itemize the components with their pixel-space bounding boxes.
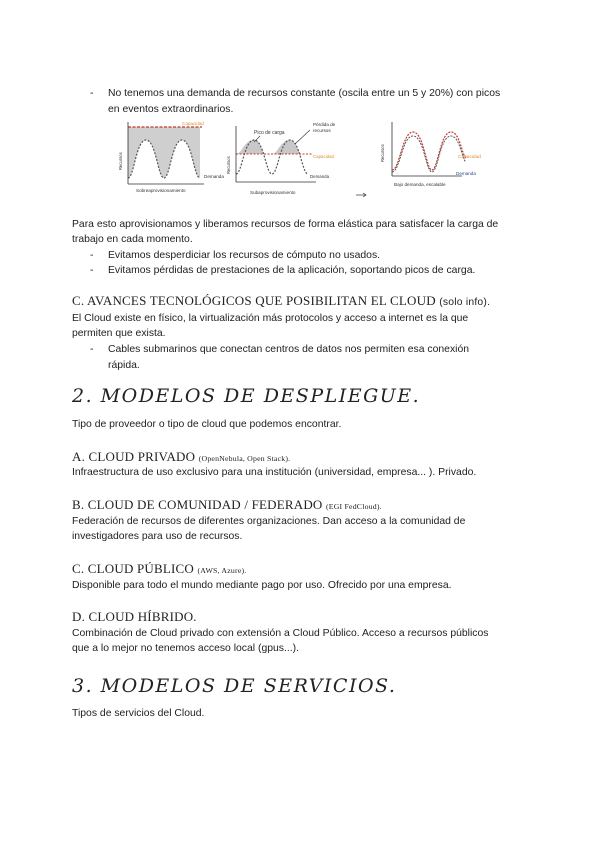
caption: Sobreaprovisionamiento (136, 188, 186, 193)
public-cloud-examples: (AWS, Azure). (197, 566, 247, 575)
loss-arrow (295, 130, 310, 144)
panel-underprovisioning (226, 122, 366, 197)
public-cloud-text: Disponible para todo el mundo mediante pago por uso. Ofrecido por una empresa. (72, 580, 452, 591)
advances-bullet (90, 342, 530, 374)
demand-label: Demanda (456, 171, 476, 176)
bullet-dash: - (90, 344, 94, 355)
demand-label: Demanda (310, 174, 330, 179)
advances-line1: El Cloud existe en físico, la virtualización más protocolos y acceso a internet es la que (72, 313, 469, 324)
advances-note: (solo info). (439, 297, 491, 308)
advances-heading (72, 293, 490, 309)
bullet-dash: - (90, 265, 94, 276)
capacity-label: Capacidad (313, 154, 334, 159)
advances-line2: permiten que exista. (72, 328, 166, 339)
bullet-dash: - (90, 250, 94, 261)
intro-bullet (90, 86, 530, 118)
elastic-line2: trabajo en cada momento. (72, 234, 193, 245)
section-3-title: 3. MODELOS DE SERVICIOS. (72, 675, 397, 697)
private-cloud-text: Infraestructura de uso exclusivo para una institución (universidad, empresa... ). Privado. (72, 467, 477, 478)
demand-label: Demanda (204, 174, 224, 179)
intro-bullet-line2: en eventos extraordinarios. (108, 103, 234, 115)
public-cloud-heading-text: C. CLOUD PÚBLICO (72, 561, 195, 576)
community-cloud-line2: investigadores para uso de recursos. (72, 531, 243, 542)
elastic-line1: Para esto aprovisionamos y liberamos recursos de forma elástica para satisfacer la carga de (72, 219, 499, 230)
private-cloud-heading-text: A. CLOUD PRIVADO (72, 449, 196, 464)
intro-bullet-line1: No tenemos una demanda de recursos constante (oscila entre un 5 y 20%) con picos (108, 88, 501, 99)
capacity-label: Capacidad (458, 155, 481, 160)
bullet-dash: - (90, 88, 94, 99)
elastic-bullet-text: Evitamos desperdiciar los recursos de cómputo no usados. (108, 250, 381, 261)
community-cloud-line1: Federación de recursos de diferentes organizaciones. Dan acceso a la comunidad de (72, 516, 466, 527)
community-cloud-heading-text: B. CLOUD DE COMUNIDAD / FEDERADO (72, 497, 323, 512)
private-cloud-examples: (OpenNebula, Open Stack). (198, 454, 291, 463)
caption: Subaprovisionamiento (250, 190, 296, 195)
y-label: Recursos (226, 156, 231, 174)
community-cloud-heading (72, 497, 382, 513)
community-cloud-examples: (EGI FedCloud). (325, 502, 382, 511)
y-label: Recursos (380, 144, 385, 162)
provisioning-figure (110, 118, 500, 202)
advances-bullet-line1: Cables submarinos que conectan centros de datos nos permiten esa conexión (108, 344, 470, 355)
section-2-title: 2. MODELOS DE DESPLIEGUE. (72, 385, 421, 407)
loss-label: Pérdida de (313, 122, 336, 127)
capacity-label: Capacidad (182, 121, 204, 126)
caption: Bajo demanda, escalable (394, 182, 446, 187)
hybrid-cloud-heading: D. CLOUD HÍBRIDO. (72, 609, 197, 624)
elastic-bullet-2 (90, 263, 530, 279)
private-cloud-heading (72, 449, 290, 465)
elastic-bullet-text: Evitamos pérdidas de prestaciones de la aplicación, soportando picos de carga. (108, 265, 476, 276)
panel-overprovisioning (118, 121, 224, 193)
panel-elastic (380, 122, 481, 187)
advances-bullet-line2: rápida. (108, 359, 140, 371)
section-3-intro: Tipos de servicios del Cloud. (72, 708, 205, 719)
public-cloud-heading (72, 561, 246, 577)
elastic-bullet-1 (90, 248, 530, 264)
advances-heading-text: C. AVANCES TECNOLÓGICOS QUE POSIBILITAN EL CLOUD (72, 293, 436, 308)
loss-label-2: recursos (313, 128, 331, 133)
section-2-intro: Tipo de proveedor o tipo de cloud que podemos encontrar. (72, 419, 342, 430)
hybrid-cloud-line1: Combinación de Cloud privado con extensión a Cloud Público. Acceso a recursos públicos (72, 628, 489, 639)
peak-label: Pico de carga (254, 130, 285, 136)
y-label: Recursos (118, 152, 123, 170)
hybrid-cloud-line2: que a lo mejor no tenemos acceso local (gpus...). (72, 643, 299, 654)
